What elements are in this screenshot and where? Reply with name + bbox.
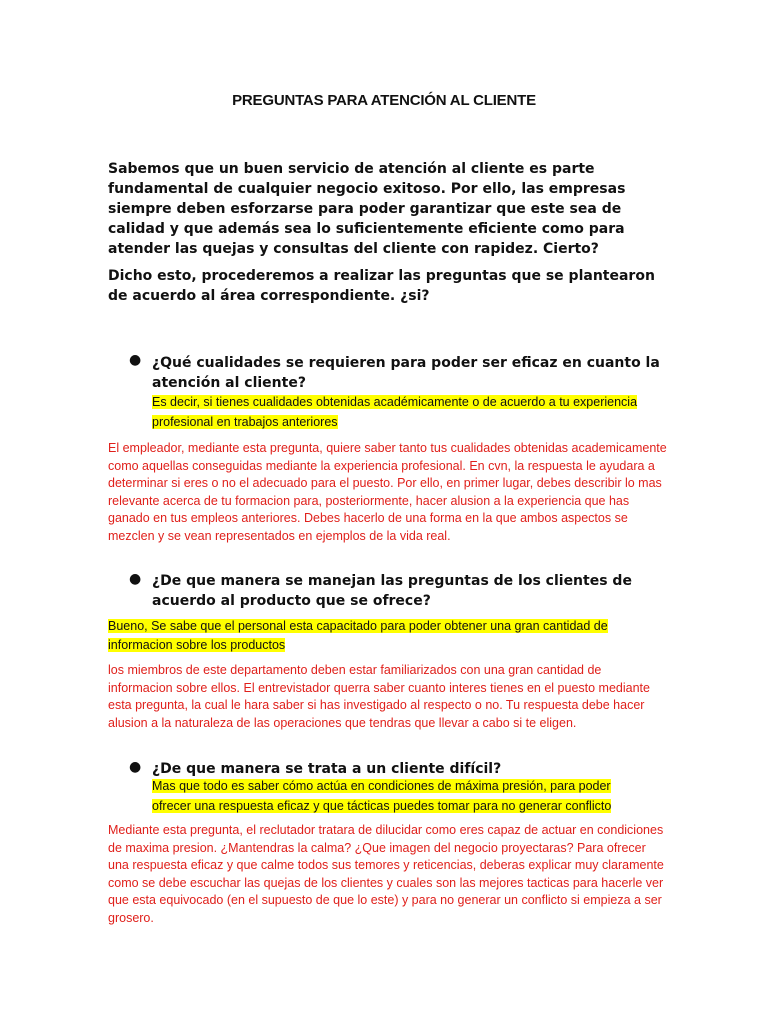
bullet-icon: ● bbox=[129, 759, 142, 775]
intro-paragraph: Sabemos que un buen servicio de atención al cliente es parte fundamental de cualquier negocio exitoso. Por ello, las empresas siempre deben esforzarse para poder garantizar que este sea de calidad y que además sea lo suficientemente eficiente como para atender las quejas y consultas del cliente con rapidez. Cierto? bbox=[108, 161, 626, 257]
question-2: ¿De que manera se manejan las preguntas de los clientes de acuerdo al producto que se ofrece? bbox=[152, 573, 632, 609]
document-title: PREGUNTAS PARA ATENCIÓN AL CLIENTE bbox=[232, 92, 536, 109]
bullet-icon: ● bbox=[129, 352, 142, 368]
bullet-icon: ● bbox=[129, 571, 142, 587]
question-1: ¿Qué cualidades se requieren para poder ser eficaz en cuanto la atención al cliente? bbox=[152, 355, 660, 391]
question-2-highlight: Bueno, Se sabe que el personal esta capacitado para poder obtener una gran cantidad de informacion sobre los productos bbox=[108, 619, 608, 652]
question-3-highlight: Mas que todo es saber cómo actúa en condiciones de máxima presión, para poder ofrecer una respuesta eficaz y que tácticas puedes tomar para no generar conflicto bbox=[152, 779, 612, 813]
question-3: ¿De que manera se trata a un cliente difícil? bbox=[152, 761, 502, 777]
question-1-highlight: Es decir, si tienes cualidades obtenidas académicamente o de acuerdo a tu experiencia profesional en trabajos anteriores bbox=[152, 395, 638, 429]
intro-paragraph-2: Dicho esto, procederemos a realizar las preguntas que se plantearon de acuerdo al área correspondiente. ¿si? bbox=[108, 268, 655, 304]
question-3-answer: Mediante esta pregunta, el reclutador tratara de dilucidar como eres capaz de actuar en condiciones de maxima presion. ¿Mantendras la calma? ¿Que imagen del negocio proyectaras? Para ofrecer una respuesta eficaz y que calme todos sus temores y reticencias, deberas explicar muy claramente como se debe escuchar las quejas de los clientes y cuales son las mejores tacticas para hacerle ver que esta equivocado (en el supuesto de que lo este) y para no generar un conflicto si empieza a ser grosero. bbox=[108, 823, 664, 925]
question-2-answer: los miembros de este departamento deben estar familiarizados con una gran cantidad de informacion sobre ellos. El entrevistador querra saber cuanto interes tienes en el puesto mediante esta pregunta, la cual le hara saber si has investigado al respecto o no. Tu respuesta debe hacer alusion a la naturaleza de las operaciones que tendras que llevar a cabo si te eligen. bbox=[108, 663, 650, 730]
question-1-answer: El empleador, mediante esta pregunta, quiere saber tanto tus cualidades obtenidas academicamente como aquellas conseguidas mediante la experiencia profesional. En cvn, la respuesta le ayudara a determinar si eres o no el adecuado para el puesto. Por ello, en primer lugar, debes describir lo mas relevante acerca de tu formacion para, posteriormente, hacer alusion a la experiencia que has ganado en tus empleos anteriores. Debes hacerlo de una forma en la que ambos aspectos se mezclen y se vean representados en ejemplos de la vida real. bbox=[108, 441, 667, 543]
